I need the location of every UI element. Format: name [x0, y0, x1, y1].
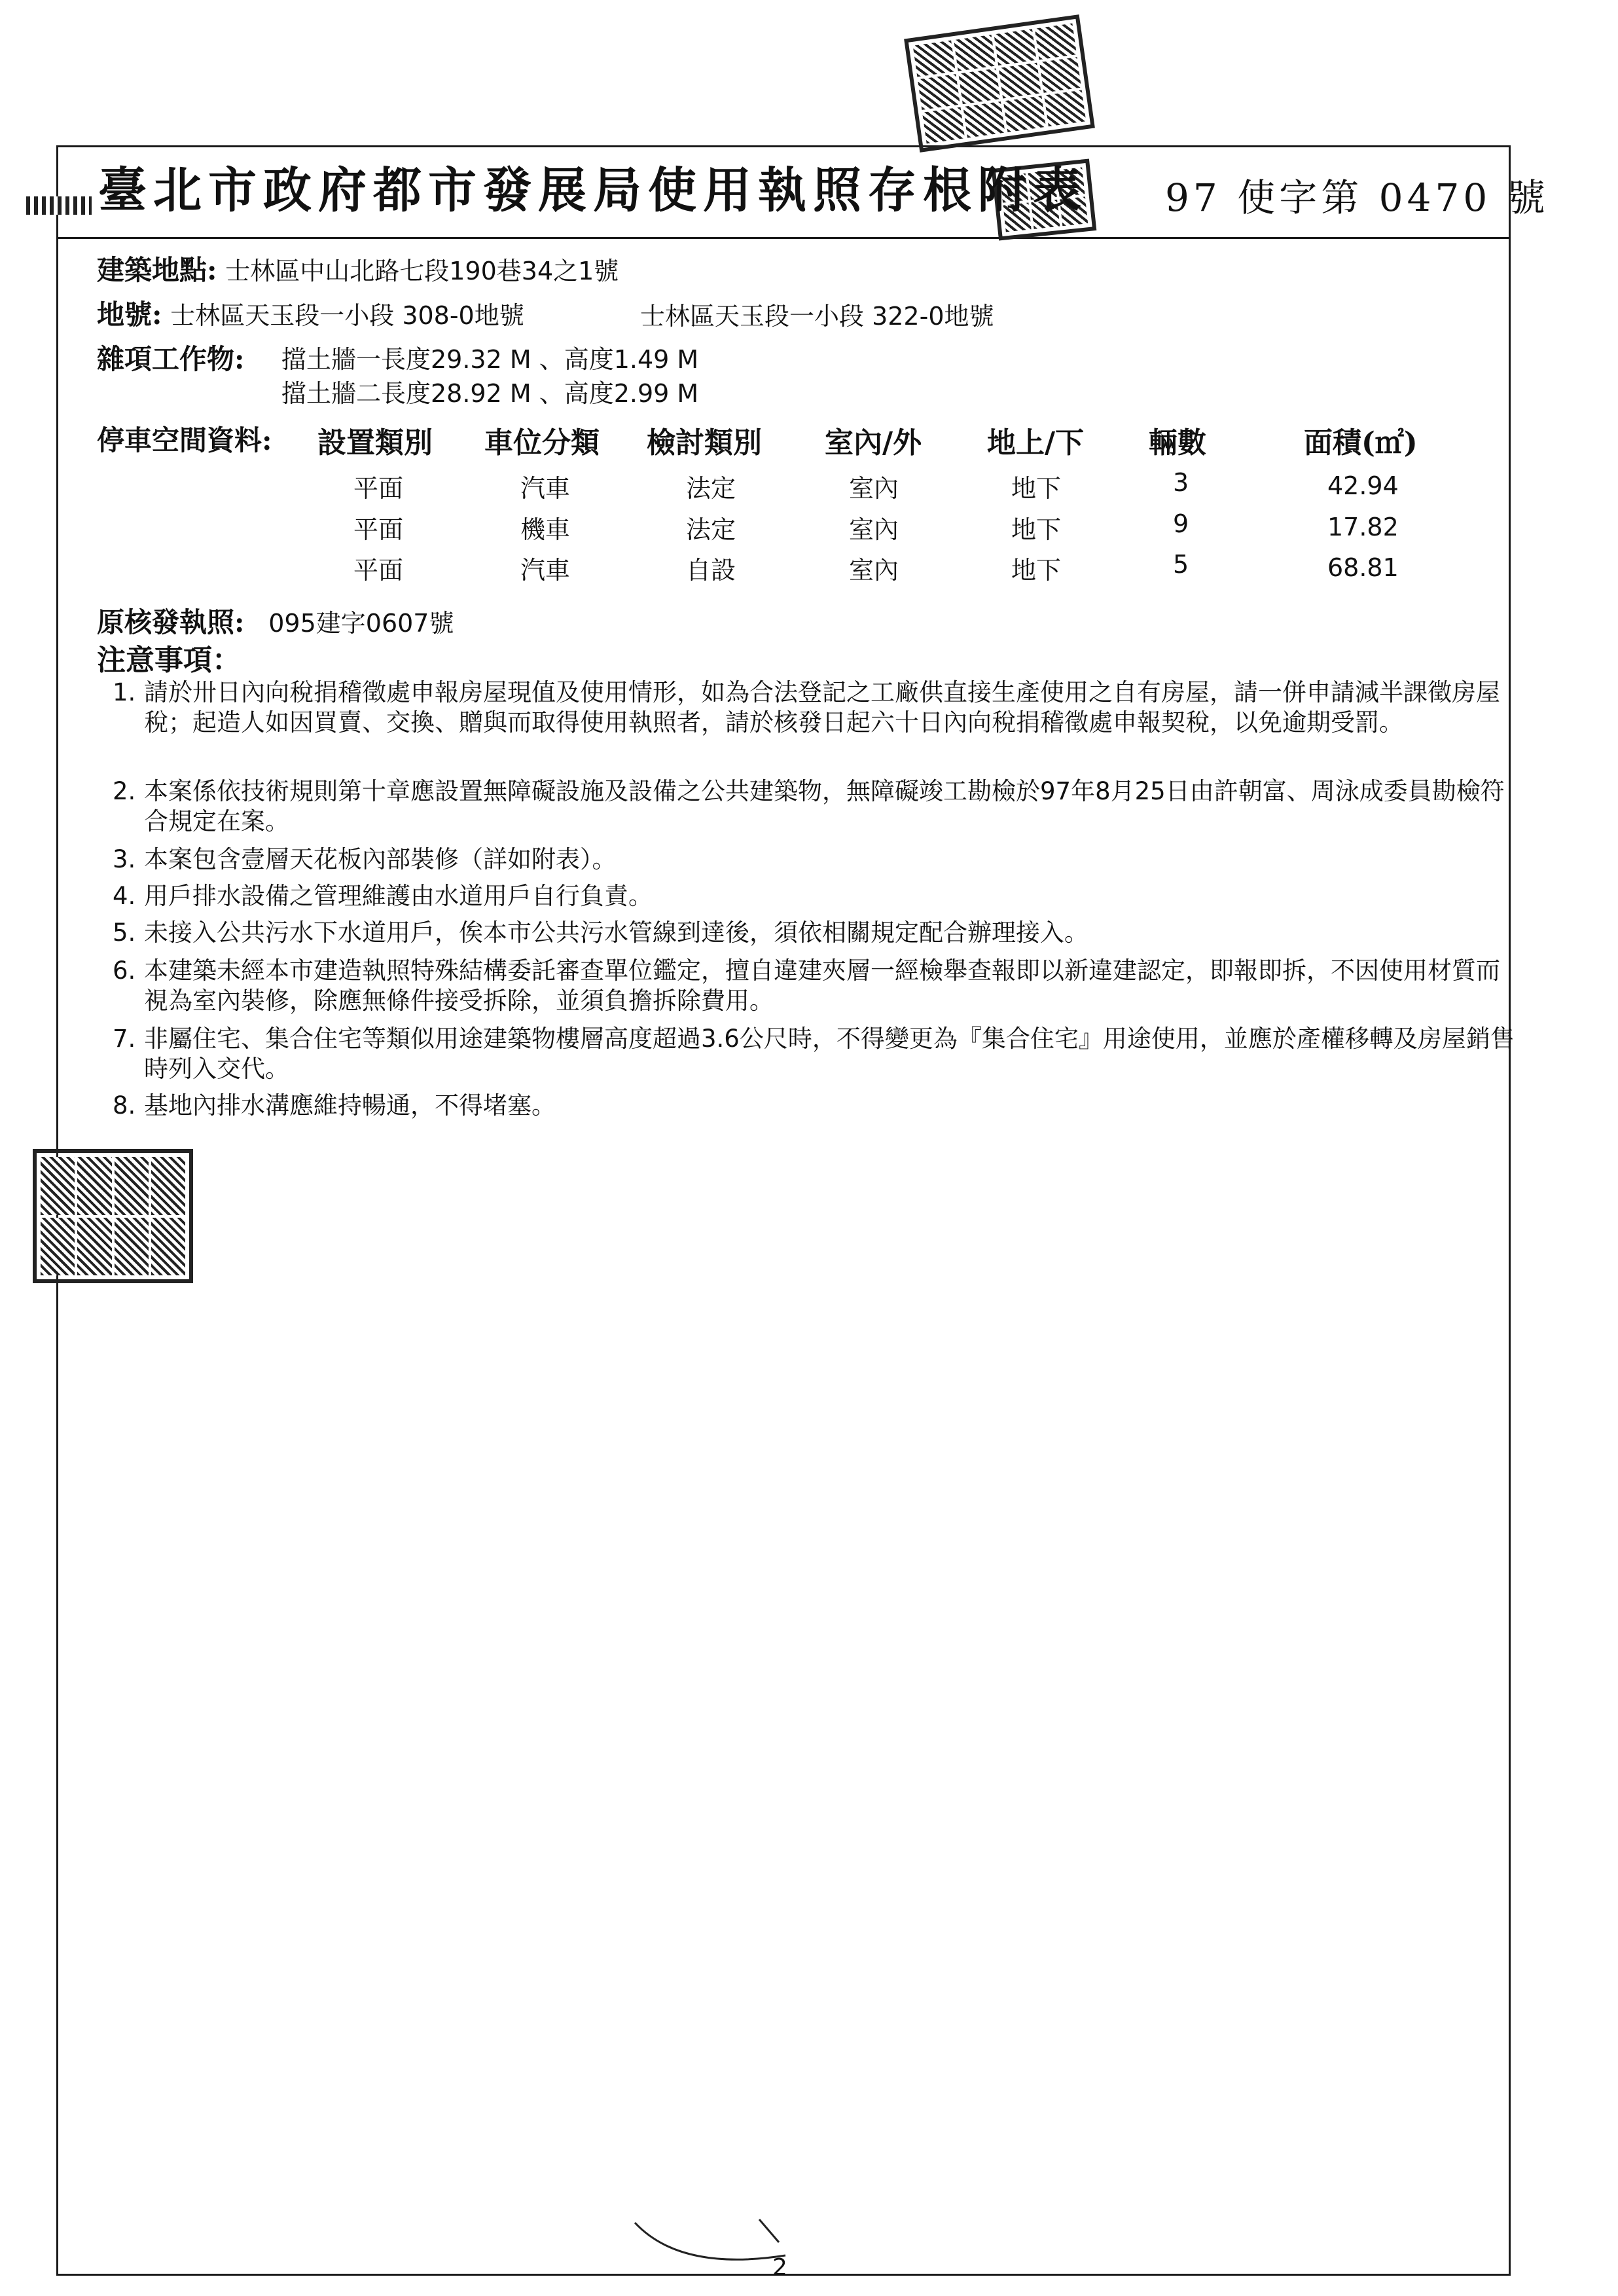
table-cell: 平面: [353, 556, 404, 585]
note-item: [113, 776, 1526, 837]
header-divider: [56, 237, 1511, 239]
note-text: 本案係依技術規則第十章應設置無障礙設施及設備之公共建築物，無障礙竣工勘檢於97年8月25日由許朝富、周泳成委員勘檢符合規定在案。: [144, 777, 1505, 835]
table-cell: 42.94: [1327, 471, 1399, 500]
misc-label: 雜項工作物:: [97, 343, 245, 375]
notes-label: 注意事項：: [97, 644, 241, 677]
note-number: 1.: [113, 678, 136, 706]
lot-row: [97, 293, 524, 333]
table-cell: 地下: [1011, 474, 1062, 503]
note-text: 本案包含壹層天花板內部裝修（詳如附表）。: [144, 845, 617, 873]
note-text: 基地內排水溝應維持暢通，不得堵塞。: [144, 1091, 556, 1120]
note-item: [113, 881, 1526, 911]
table-cell: 法定: [686, 474, 736, 503]
table-cell: 室內: [849, 515, 899, 544]
note-number: 7.: [113, 1025, 136, 1053]
table-cell: 室內: [849, 556, 899, 585]
location-row: [97, 249, 619, 288]
note-number: 3.: [113, 845, 136, 873]
note-item: [113, 1024, 1526, 1084]
lot-value-2: 士林區天玉段一小段 322-0地號: [640, 302, 994, 331]
table-cell: 17.82: [1327, 513, 1399, 541]
note-text: 非屬住宅、集合住宅等類似用途建築物樓層高度超過3.6公尺時，不得變更為『集合住宅』用途使用，並應於產權移轉及房屋銷售時列入交代。: [144, 1025, 1515, 1083]
parking-header-level: 地上/下: [987, 426, 1085, 460]
original-permit-value: 095建字0607號: [268, 609, 454, 638]
parking-header-area: 面積(㎡): [1304, 426, 1418, 460]
left-seal-stamp-icon: [33, 1149, 193, 1283]
table-cell: 平面: [353, 515, 404, 544]
location-label: 建築地點:: [97, 254, 217, 286]
note-number: 8.: [113, 1091, 136, 1120]
table-cell: 9: [1173, 509, 1189, 538]
original-permit-label: 原核發執照:: [97, 606, 245, 638]
table-cell: 3: [1173, 468, 1189, 497]
permit-number: 97 使字第 0470 號: [1165, 175, 1549, 220]
table-cell: 汽車: [520, 556, 571, 585]
note-item: [113, 1091, 1526, 1121]
note-number: 4.: [113, 882, 136, 910]
table-cell: 地下: [1011, 515, 1062, 544]
misc-row: [97, 338, 245, 377]
table-cell: 法定: [686, 515, 736, 544]
table-cell: 68.81: [1327, 553, 1399, 582]
parking-header-review: 檢討類別: [647, 426, 762, 460]
lot-value-1: 士林區天玉段一小段 308-0地號: [170, 301, 524, 330]
table-cell: 5: [1173, 550, 1189, 579]
note-item: [113, 678, 1526, 768]
parking-header-indoor: 室內/外: [825, 426, 922, 460]
note-text: 本建築未經本市建造執照特殊結構委託審查單位鑑定，擅自違建夾層一經檢舉查報即以新違建認定，即報即拆，不因使用材質而視為室內裝修，除應無條件接受拆除，並須負擔拆除費用。: [144, 957, 1500, 1015]
original-permit-row: [97, 601, 454, 640]
note-item: [113, 918, 1526, 948]
parking-header-class: 車位分類: [484, 426, 600, 460]
misc-value-1: 擋土牆一長度29.32 M 、高度1.49 M: [281, 345, 699, 374]
note-item: [113, 956, 1526, 1016]
page-number: 2: [772, 2254, 787, 2281]
misc-value-2: 擋土牆二長度28.92 M 、高度2.99 M: [281, 379, 699, 408]
note-text: 未接入公共污水下水道用戶，俟本市公共污水管線到達後，須依相關規定配合辦理接入。: [144, 919, 1088, 947]
note-item: [113, 845, 1526, 875]
table-cell: 平面: [353, 474, 404, 503]
note-number: 5.: [113, 919, 136, 947]
parking-label: 停車空間資料:: [97, 424, 272, 456]
table-cell: 機車: [520, 515, 571, 544]
table-cell: 地下: [1011, 556, 1062, 585]
location-value: 士林區中山北路七段190巷34之1號: [225, 257, 619, 285]
top-seal-stamp-icon: [904, 14, 1095, 153]
note-number: 6.: [113, 957, 136, 985]
note-text: 請於卅日內向稅捐稽徵處申報房屋現值及使用情形，如為合法登記之工廠供直接生產使用之自有房屋，請一併申請減半課徵房屋稅；起造人如因買賣、交換、贈與而取得使用執照者，請於核發日起六十日內向稅捐稽徵處申報契稅，以免逾期受罰。: [144, 678, 1500, 737]
table-cell: 汽車: [520, 474, 571, 503]
table-cell: 自設: [686, 556, 736, 585]
page-title: 臺北市政府都市發展局使用執照存根附表: [98, 162, 1088, 219]
note-text: 用戶排水設備之管理維護由水道用戶自行負責。: [144, 882, 653, 910]
lot-label: 地號:: [97, 299, 162, 331]
note-number: 2.: [113, 777, 136, 805]
document-frame: [56, 145, 1511, 2276]
parking-header-type: 設置類別: [317, 426, 433, 460]
edge-mark-icon: [26, 196, 92, 215]
table-cell: 室內: [849, 474, 899, 503]
parking-header-count: 輛數: [1149, 426, 1206, 460]
